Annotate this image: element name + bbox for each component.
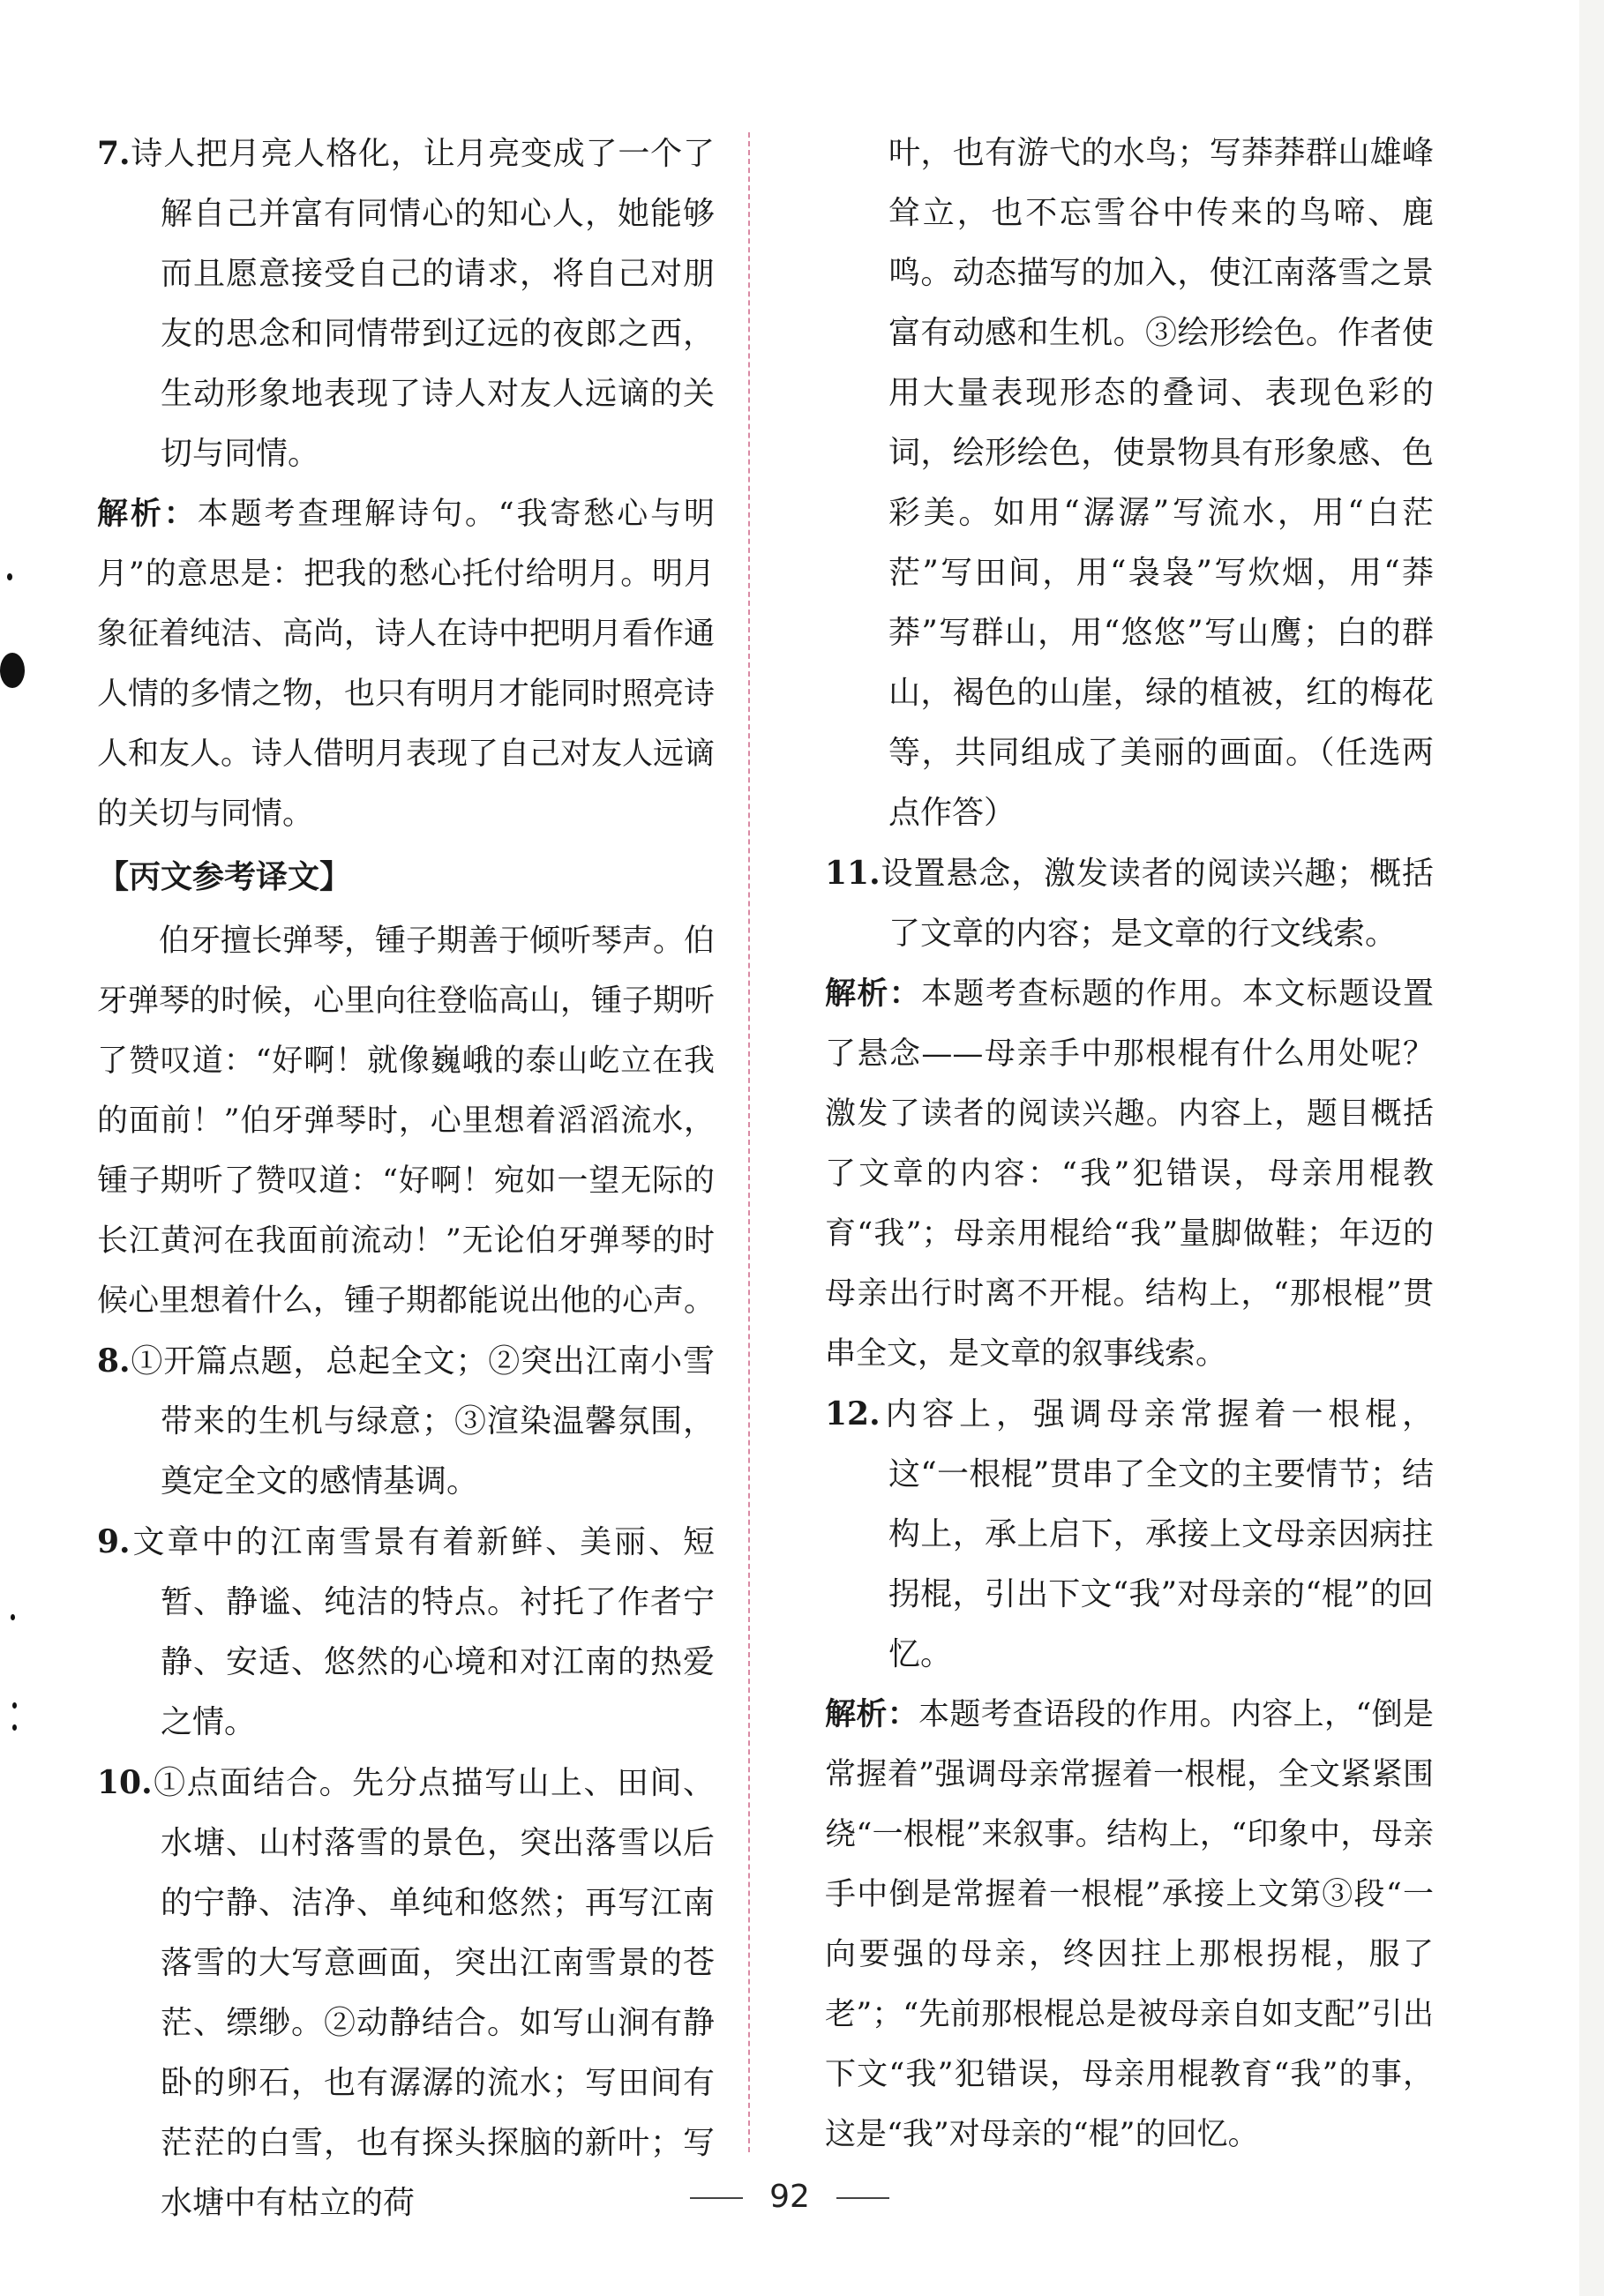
page-footer xyxy=(0,2179,1579,2215)
footer-rule-right xyxy=(836,2197,889,2199)
answer-number: 10. xyxy=(97,1764,153,1801)
right-column xyxy=(825,123,1434,2165)
answer-text: ①点面结合。先分点描写山上、田间、水塘、山村落雪的景色，突出落雪以后的宁静、洁净、单纯和悠然；再写江南落雪的大写意画面，突出江南雪景的苍茫、缥缈。②动静结合。如写山涧有静卧的卵石，也有潺潺的流水；写田间有茫茫的白雪，也有探头探脑的新叶；写水塘中有枯立的荷 xyxy=(152,1765,715,2221)
analysis-label: 解析： xyxy=(825,976,922,1012)
scan-speck xyxy=(11,1614,15,1620)
answer-number: 9. xyxy=(97,1523,131,1560)
scan-speck xyxy=(7,573,12,580)
answer-number: 7. xyxy=(97,135,131,172)
footer-rule-left xyxy=(690,2197,743,2199)
scan-speck xyxy=(12,1702,17,1709)
analysis-7 xyxy=(97,484,715,844)
analysis-12 xyxy=(825,1685,1434,2165)
answer-text: 内容上，强调母亲常握着一根棍，这“一根棍”贯串了全文的主要情节；结构上，承上启下，承接上文母亲因病拄拐棍，引出下文“我”对母亲的“棍”的回忆。 xyxy=(880,1396,1434,1672)
analysis-label: 解析： xyxy=(97,497,198,532)
page-number: 92 xyxy=(769,2179,810,2215)
analysis-text: 本题考查标题的作用。本文标题设置了悬念——母亲手中那根棍有什么用处呢？激发了读者的阅读兴趣。内容上，题目概括了文章的内容：“我”犯错误，母亲用棍教育“我”；母亲用棍给“我”量脚做鞋；年迈的母亲出行时离不开棍。结构上，“那根棍”贯串全文，是文章的叙事线索。 xyxy=(825,976,1434,1372)
column-divider xyxy=(748,132,750,2152)
answer-number: 8. xyxy=(97,1342,131,1380)
answer-7 xyxy=(97,123,715,484)
analysis-text: 本题考查语段的作用。内容上，“倒是常握着”强调母亲常握着一根棍，全文紧紧围绕“一根棍”来叙事。结构上，“印象中，母亲手中倒是常握着一根棍”承接上文第③段“一向要强的母亲，终因拄上那根拐棍，服了老”；“先前那根棍总是被母亲自如支配”引出下文“我”犯错误，母亲用棍教育“我”的事，这是“我”对母亲的“棍”的回忆。 xyxy=(825,1697,1434,2152)
answer-text: 诗人把月亮人格化，让月亮变成了一个了解自己并富有同情心的知心人，她能够而且愿意接受自己的请求，将自己对朋友的思念和同情带到辽远的夜郎之西，生动形象地表现了诗人对友人远谪的关切与同情。 xyxy=(130,136,715,472)
answer-text: 文章中的江南雪景有着新鲜、美丽、短暂、静谧、纯洁的特点。衬托了作者宁静、安适、悠然的心境和对江南的热爱之情。 xyxy=(130,1524,715,1740)
analysis-label: 解析： xyxy=(825,1697,919,1732)
scan-blot xyxy=(0,653,25,688)
translation-heading: 【丙文参考译文】 xyxy=(97,859,352,895)
answer-number: 11. xyxy=(825,855,881,892)
translation-paragraph: 伯牙擅长弹琴，锺子期善于倾听琴声。伯牙弹琴的时候，心里向往登临高山，锺子期听了赞叹道：“好啊！就像巍峨的泰山屹立在我的面前！”伯牙弹琴时，心里想着滔滔流水，锺子期听了赞叹道：“好啊！宛如一望无际的长江黄河在我面前流动！”无论伯牙弹琴的时候心里想着什么，锺子期都能说出他的心声。 xyxy=(97,924,716,1319)
answer-10 xyxy=(97,1753,715,2233)
answer-10-continued: 叶，也有游弋的水鸟；写莽莽群山雄峰耸立，也不忘雪谷中传来的鸟啼、鹿鸣。动态描写的加入，使江南落雪之景富有动感和生机。③绘形绘色。作者使用大量表现形态的叠词、表现色彩的词，绘形绘色，使景物具有形象感、色彩美。如用“潺潺”写流水，用“白茫茫”写田间，用“袅袅”写炊烟，用“莽莽”写群山，用“悠悠”写山鹰；白的群山，褐色的山崖，绿的植被，红的梅花等，共同组成了美丽的画面。（任选两点作答） xyxy=(888,135,1434,831)
answer-text: ①开篇点题，总起全文；②突出江南小雪带来的生机与绿意；③渲染温馨氛围，奠定全文的感情基调。 xyxy=(130,1343,715,1500)
scan-speck xyxy=(12,1724,17,1731)
answer-12 xyxy=(825,1384,1434,1685)
answer-8 xyxy=(97,1331,715,1512)
left-column xyxy=(97,123,715,2233)
answer-text: 设置悬念，激发读者的阅读兴趣；概括了文章的内容；是文章的行文线索。 xyxy=(880,856,1434,952)
analysis-text: 本题考查理解诗句。“我寄愁心与明月”的意思是：把我的愁心托付给明月。明月象征着纯洁、高尚，诗人在诗中把明月看作通人情的多情之物，也只有明月才能同时照亮诗人和友人。诗人借明月表现了自己对友人远谪的关切与同情。 xyxy=(97,497,716,832)
answer-9 xyxy=(97,1512,715,1753)
answer-11 xyxy=(825,843,1434,964)
answer-number: 12. xyxy=(825,1395,881,1432)
analysis-11 xyxy=(825,964,1434,1384)
